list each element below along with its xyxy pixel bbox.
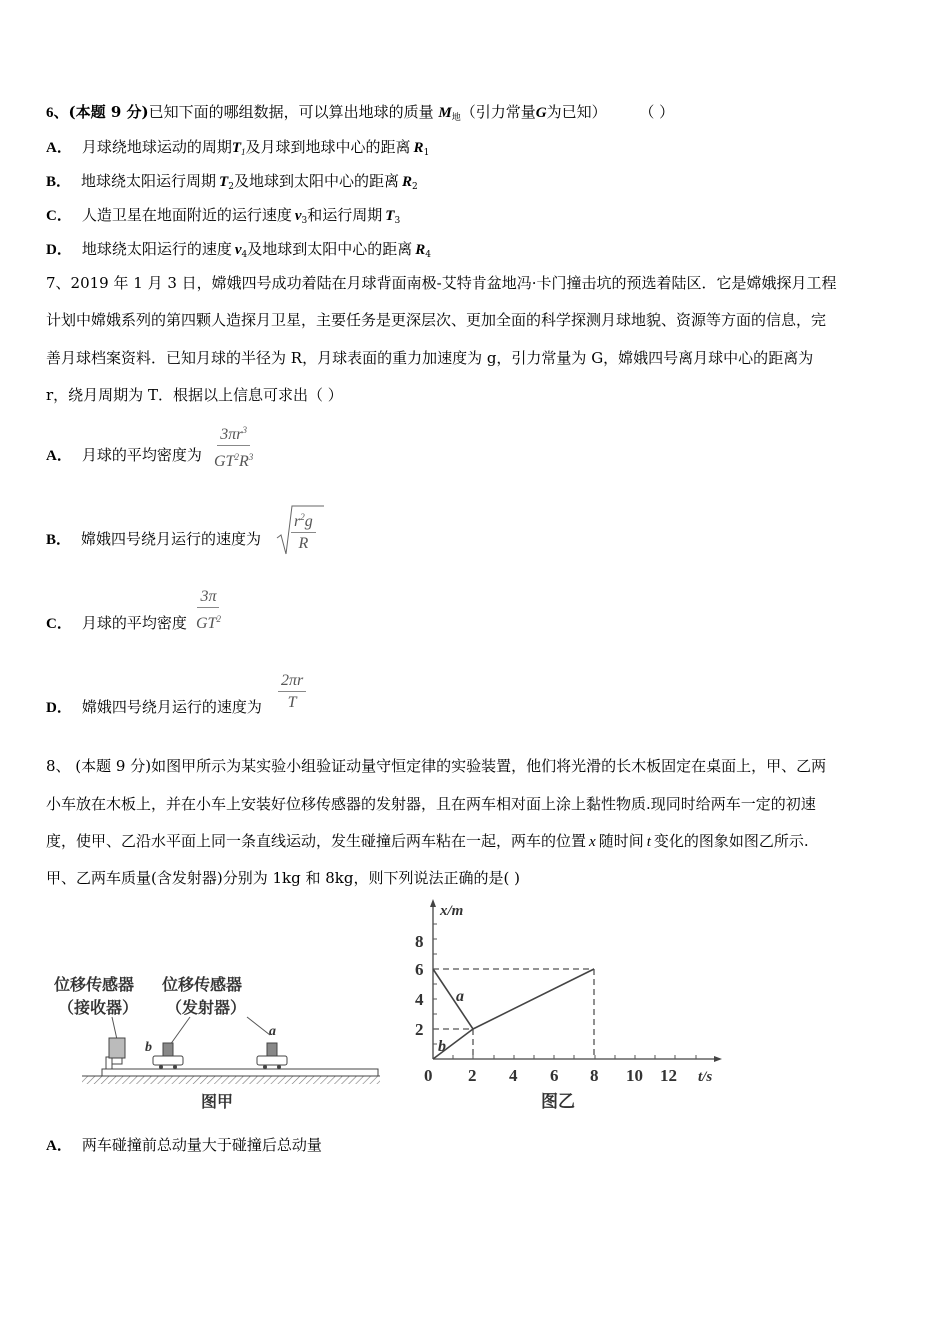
q7-stem-line-4: r，绕月周期为 T．根据以上信息可求出（ ） bbox=[46, 386, 343, 404]
figure-jia-caption: 图甲 bbox=[201, 1092, 234, 1111]
q7-stem-line-2: 计划中嫦娥系列的第四颗人造探月卫星，主要任务是更深层次、更加全面的科学探测月球地貌、资源等方面的信息，完 bbox=[46, 311, 827, 329]
denominator: GT bbox=[214, 453, 235, 470]
text: 随时间 bbox=[598, 832, 644, 850]
option-label: B． bbox=[46, 532, 72, 548]
q6-score: (本题 9 分) bbox=[68, 103, 149, 121]
emitter-a-icon bbox=[267, 1043, 277, 1056]
q7-option-d[interactable] bbox=[46, 698, 262, 717]
x-axis-label: t/s bbox=[698, 1069, 713, 1085]
option-text: 及地球到太阳中心的距离 bbox=[247, 240, 413, 258]
option-text: 及月球到地球中心的距离 bbox=[245, 138, 411, 156]
numerator: r bbox=[294, 513, 301, 530]
option-label: A． bbox=[46, 140, 72, 156]
x-tick-10: 10 bbox=[626, 1066, 643, 1085]
var-sub: 2 bbox=[228, 182, 234, 192]
q7-option-b[interactable] bbox=[46, 530, 261, 549]
text: 变化的图象如图乙所示. bbox=[653, 832, 809, 850]
cart-b-label: b bbox=[145, 1040, 152, 1055]
label-receiver-2: （接收器） bbox=[58, 998, 139, 1017]
q7-option-c[interactable] bbox=[46, 614, 187, 633]
var-sub: 1 bbox=[241, 147, 246, 157]
x-tick-6: 6 bbox=[550, 1066, 559, 1085]
q6-stem bbox=[46, 103, 674, 127]
exponent: 3 bbox=[248, 452, 254, 462]
label-receiver-1: 位移传感器 bbox=[54, 975, 135, 994]
cart-b bbox=[153, 1056, 183, 1065]
option-label: D． bbox=[46, 700, 72, 716]
option-text: 人造卫星在地面附近的运行速度 bbox=[81, 206, 292, 224]
var: T bbox=[219, 174, 229, 190]
series-combined-line bbox=[473, 969, 594, 1029]
var-sub: 4 bbox=[241, 250, 248, 260]
option-text: 月球的平均密度 bbox=[81, 614, 187, 632]
var: v bbox=[234, 242, 242, 258]
var-sub: 3 bbox=[394, 216, 401, 226]
y-tick-6: 6 bbox=[415, 960, 424, 979]
option-text: 地球绕太阳运行的速度 bbox=[81, 240, 232, 258]
figure-jia-apparatus bbox=[50, 965, 390, 1115]
cart-a bbox=[257, 1056, 287, 1065]
x-axis-arrow-icon bbox=[714, 1056, 722, 1062]
numerator: 3π bbox=[197, 588, 219, 608]
var: T bbox=[231, 140, 242, 156]
option-text: 月球绕地球运动的周期 bbox=[81, 138, 232, 156]
q6-option-b[interactable] bbox=[46, 172, 418, 196]
q7-option-c-formula bbox=[193, 588, 224, 633]
option-label: C． bbox=[46, 616, 72, 632]
figure-yi-caption: 图乙 bbox=[541, 1092, 575, 1112]
option-text: 及地球到太阳中心的距离 bbox=[233, 172, 399, 190]
numerator: g bbox=[304, 513, 313, 530]
q6-var-M: M bbox=[438, 105, 452, 121]
var-sub: 2 bbox=[411, 182, 418, 192]
q6-stem-text-b: （引力常量 bbox=[460, 103, 536, 121]
q6-answer-bracket: （ ） bbox=[639, 103, 675, 121]
long-board bbox=[102, 1069, 378, 1076]
option-text: 嫦娥四号绕月运行的速度为 bbox=[81, 530, 262, 548]
label-emitter-2: （发射器） bbox=[166, 998, 247, 1017]
var-t: t bbox=[646, 834, 651, 850]
q7-option-a[interactable] bbox=[46, 446, 202, 465]
q8-option-a[interactable] bbox=[46, 1136, 322, 1155]
y-tick-2: 2 bbox=[415, 1020, 424, 1039]
exponent: 2 bbox=[300, 512, 305, 522]
var-x: x bbox=[589, 834, 596, 850]
q8-stem-line-4: 甲、乙两车质量(含发射器)分别为 1kg 和 8kg，则下列说法正确的是( ) bbox=[46, 869, 520, 887]
q6-number: 6、 bbox=[46, 105, 69, 121]
var: R bbox=[401, 174, 412, 190]
denominator: R bbox=[238, 453, 249, 470]
q7-stem-line-1: 7、2019 年 1 月 3 日，嫦娥四号成功着陆在月球背面南极-艾特肯盆地冯·卡门撞击坑的预选着陆区．它是嫦娥探月工程 bbox=[46, 274, 837, 292]
x-tick-0: 0 bbox=[424, 1066, 433, 1085]
x-tick-4: 4 bbox=[509, 1066, 518, 1085]
option-text: 两车碰撞前总动量大于碰撞后总动量 bbox=[81, 1136, 322, 1154]
q6-option-d[interactable] bbox=[46, 240, 431, 264]
series-a-label: a bbox=[456, 988, 464, 1005]
var-sub: 1 bbox=[423, 148, 430, 158]
y-tick-8: 8 bbox=[415, 932, 424, 951]
q6-var-M-sub: 地 bbox=[451, 113, 461, 123]
receiver-stand bbox=[106, 1057, 112, 1069]
cart-a-label: a bbox=[269, 1024, 276, 1039]
q8-stem-line-2: 小车放在木板上，并在小车上安装好位移传感器的发射器，且在两车相对面上涂上黏性物质.现同时给两车一定的初速 bbox=[46, 795, 816, 813]
option-text: 月球的平均密度为 bbox=[81, 446, 202, 464]
x-tick-12: 12 bbox=[660, 1066, 677, 1085]
option-text: 地球绕太阳运行周期 bbox=[81, 172, 217, 190]
denominator: T bbox=[287, 694, 297, 711]
text: 度，使甲、乙沿水平面上同一条直线运动，发生碰撞后两车粘在一起，两车的位置 bbox=[46, 832, 587, 850]
var: T bbox=[385, 208, 395, 224]
denominator: GT bbox=[196, 615, 217, 632]
figure-yi-xt-graph bbox=[400, 895, 730, 1120]
var-sub: 4 bbox=[425, 250, 432, 260]
var: R bbox=[413, 140, 424, 156]
x-tick-8: 8 bbox=[590, 1066, 599, 1085]
option-text: 嫦娥四号绕月运行的速度为 bbox=[81, 698, 262, 716]
y-axis-arrow-icon bbox=[430, 899, 436, 907]
series-b-label: b bbox=[438, 1038, 446, 1055]
exponent: 2 bbox=[216, 614, 221, 624]
q6-stem-text-a: 已知下面的哪组数据，可以算出地球的质量 bbox=[148, 103, 434, 121]
y-axis-label: x/m bbox=[440, 903, 464, 919]
var: v bbox=[294, 208, 302, 224]
q8-stem-line-1: 8、 (本题 9 分)如图甲所示为某实验小组验证动量守恒定律的实验装置，他们将光滑的长木板固定在桌面上，甲、乙两 bbox=[46, 757, 827, 775]
option-label: D． bbox=[46, 242, 72, 258]
exponent: 2 bbox=[234, 452, 239, 462]
label-emitter-1: 位移传感器 bbox=[162, 975, 243, 994]
option-label: A． bbox=[46, 1138, 72, 1154]
option-text: 和运行周期 bbox=[307, 206, 383, 224]
y-tick-4: 4 bbox=[415, 990, 424, 1009]
receiver-icon bbox=[109, 1038, 125, 1058]
q6-option-c[interactable] bbox=[46, 206, 400, 230]
q6-stem-text-c: 为已知） bbox=[546, 103, 607, 121]
option-label: A． bbox=[46, 448, 72, 464]
q7-option-a-formula bbox=[211, 421, 256, 471]
q6-option-a[interactable] bbox=[46, 138, 429, 162]
var-sub: 3 bbox=[301, 216, 308, 226]
option-label: B． bbox=[46, 174, 72, 190]
numerator: 3πr bbox=[220, 426, 243, 443]
ground-hatch bbox=[82, 1076, 380, 1084]
q8-stem-line-3 bbox=[46, 832, 809, 851]
q6-var-G: G bbox=[535, 105, 547, 121]
series-a-line bbox=[433, 969, 473, 1029]
q7-option-d-formula bbox=[278, 672, 306, 712]
x-tick-2: 2 bbox=[468, 1066, 477, 1085]
option-label: C． bbox=[46, 208, 72, 224]
denominator: R bbox=[298, 535, 309, 552]
numerator: 2πr bbox=[278, 672, 306, 692]
exponent: 3 bbox=[242, 425, 247, 435]
q7-stem-line-3: 善月球档案资料．已知月球的半径为 R，月球表面的重力加速度为 g，引力常量为 G，嫦娥四号离月球中心的距离为 bbox=[46, 349, 814, 367]
emitter-b-icon bbox=[163, 1043, 173, 1056]
var: R bbox=[415, 242, 426, 258]
